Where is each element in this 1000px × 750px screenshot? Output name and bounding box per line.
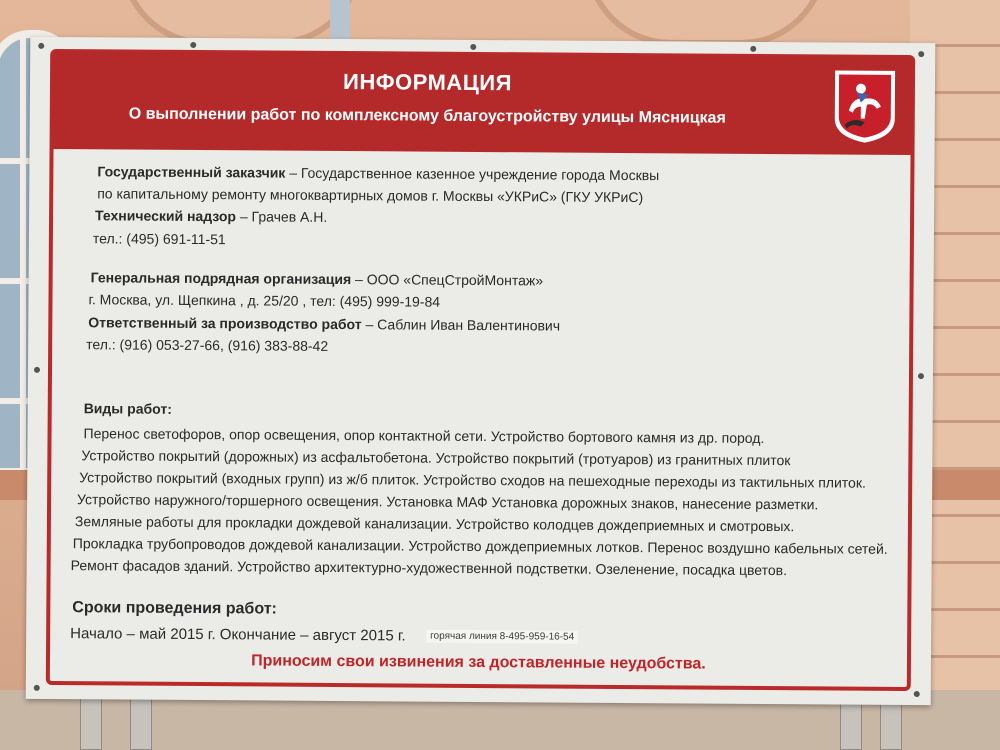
facade-arch [585, 0, 827, 46]
work-item: Перенос светофоров, опор освещения, опор контактной сети. Устройство бортового камня из др. пород. [83, 425, 765, 446]
grommet [750, 46, 756, 52]
grommet [190, 42, 196, 48]
supervision-value: – Грачев А.Н. [235, 208, 328, 225]
grommet [918, 373, 924, 379]
grommet [470, 44, 476, 50]
contractor-address: г. Москва, ул. Щепкина , д. 25/20 , тел: (495) 999-19-84 [88, 291, 441, 310]
banner-title: ИНФОРМАЦИЯ [342, 69, 513, 96]
work-item: Устройство покрытий (входных групп) из ж/б плиток. Устройство сходов на пешеходные переходы из тактильных плиток. [79, 469, 866, 491]
work-item: Прокладка трубопроводов дождевой канализации. Устройство дождеприемных лотков. Перенос воздушно кабельных сетей. [72, 535, 888, 557]
hotline-sticker: горячая линия 8-495-959-16-54 [426, 630, 578, 644]
grommet [38, 43, 44, 49]
banner-subtitle: О выполнении работ по комплексному благоустройству улицы Мясницкая [128, 105, 726, 127]
terms-heading: Сроки проведения работ: [72, 599, 277, 618]
responsible-value: – Саблин Иван Валентинович [361, 316, 561, 334]
grommet [914, 691, 920, 697]
responsible-label: Ответственный за производство работ [88, 314, 362, 333]
customer-value-continued: по капитальному ремонту многоквартирных домов г. Москвы «УКРиС» (ГКУ УКРиС) [97, 185, 644, 206]
apology-text: Приносим свои извинения за доставленные неудобства. [251, 652, 706, 673]
sign-post [130, 693, 152, 750]
work-item: Устройство покрытий (дорожных) из асфальтобетона. Устройство покрытий (тротуаров) из гранитных плиток [81, 447, 791, 469]
grommet [34, 367, 40, 373]
information-banner [26, 37, 936, 705]
customer-label: Государственный заказчик [97, 163, 286, 181]
grommet [918, 51, 924, 57]
grommet [34, 685, 40, 691]
supervision-phone: тел.: (495) 691-11-51 [92, 230, 226, 248]
work-item: Устройство наружного/торшерного освещения. Установка МАФ Установка дорожных знаков, нанесение разметки. [77, 491, 819, 513]
supervision-label: Технический надзор [95, 207, 237, 225]
sign-post [80, 693, 102, 750]
works-heading: Виды работ: [83, 400, 172, 417]
customer-value: – Государственное казенное учреждение города Москвы [285, 164, 660, 184]
contractor-label: Генеральная подрядная организация [90, 269, 352, 288]
work-item: Земляные работы для прокладки дождевой канализации. Устройство колодцев дождеприемных и смотровых. [74, 513, 795, 535]
terms-value: Начало – май 2015 г. Окончание – август 2015 г. [70, 625, 406, 645]
work-item: Ремонт фасадов зданий. Устройство архитектурно-художественной подстветки. Озеленение, посадка цветов. [70, 557, 788, 579]
banner-body [26, 37, 936, 705]
responsible-phone: тел.: (916) 053-27-66, (916) 383-88-42 [86, 336, 329, 354]
contractor-value: – ООО «СпецСтройМонтаж» [351, 271, 544, 289]
